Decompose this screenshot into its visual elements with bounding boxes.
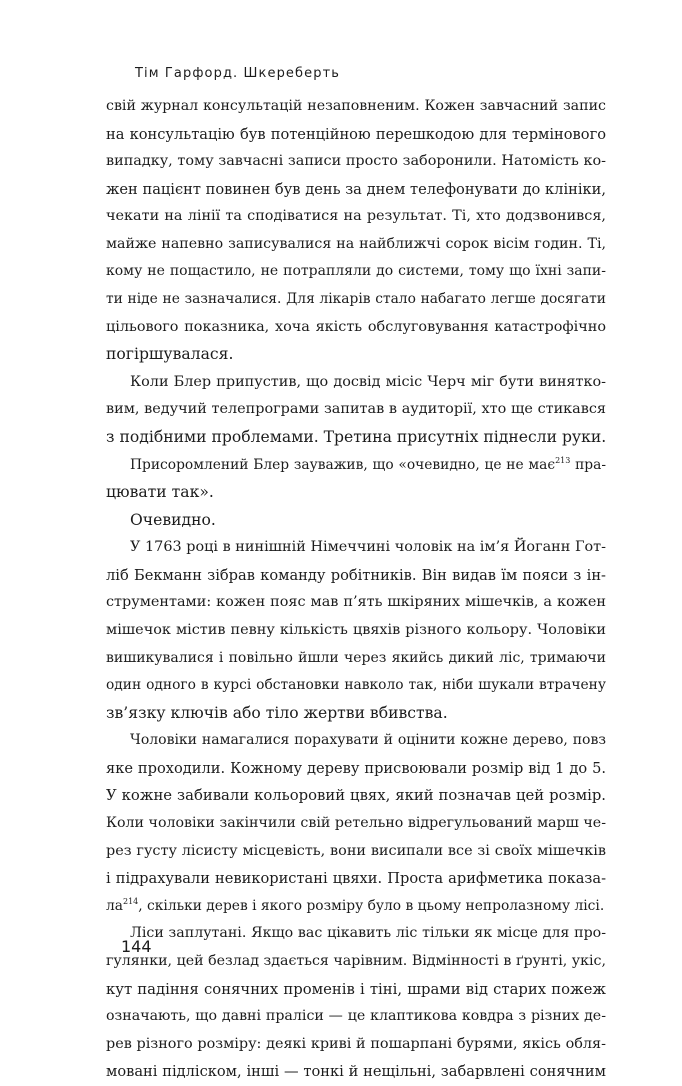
text-line: випадку, тому завчасні записи просто заборонили. Натомість ко-: [106, 153, 606, 170]
text-line: рез густу лісисту місцевість, вони висипали все зі своїх мішечків: [106, 842, 606, 859]
text-line: майже напевно записувалися на найближчі сорок вісім годин. Ті,: [106, 235, 606, 252]
text-line: Коли чоловіки закінчили свій ретельно відрегульований марш че-: [106, 815, 606, 832]
text-line: яке проходили. Кожному дереву присвоювали розмір від 1 до 5.: [106, 759, 606, 777]
text-line: Ліси заплутані. Якщо вас цікавить ліс тільки як місце для про-: [130, 925, 606, 942]
text-line: означають, що давні праліси — це клаптикова ковдра з різних де-: [106, 1008, 606, 1025]
text-line: мовані підліском, інші — тонкі й нещільні, забарвлені сонячним: [106, 1063, 606, 1081]
text-line: вишикувалися і повільно йшли через якийсь дикий ліс, тримаючи: [106, 649, 606, 666]
text-line-with-footnote: [106, 452, 606, 480]
text-line: з подібними проблемами. Третина присутніх піднесли руки.: [106, 427, 607, 446]
text-line: ліб Бекманн зібрав команду робітників. Він видав їм пояси з ін-: [106, 566, 606, 584]
text-segment: ла: [106, 897, 123, 914]
text-line: один одного в курсі обстановки навколо так, ніби шукали втрачену: [106, 677, 606, 694]
page-number: 144: [121, 937, 152, 956]
text-line: струментами: кожен пояс мав п’ять шкіряних мішечків, а кожен: [106, 594, 606, 611]
text-line: кому не пощастило, не потрапляли до системи, тому що їхні запи-: [106, 263, 606, 280]
running-header: Тім Гарфорд. Шкереберть: [135, 66, 341, 81]
text-line: Чоловіки намагалися порахувати й оцінити кожне дерево, повз: [130, 732, 606, 749]
text-line: мішечок містив певну кількість цвяхів різного кольору. Чоловіки: [106, 621, 606, 638]
text-line: свій журнал консультацій незаповненим. Кожен завчасний запис: [106, 98, 606, 114]
body-text: [106, 93, 606, 1086]
text-line: Коли Блер припустив, що досвід місіс Черч міг бути винятко-: [130, 373, 606, 390]
text-line-with-footnote: [106, 893, 606, 921]
text-line: чекати на лінії та сподіватися на результат. Ті, хто додзвонився,: [106, 208, 606, 225]
text-line: зв’язку ключів або тіло жертви вбивства.: [106, 703, 448, 722]
text-segment: , скільки дерев і якого розміру було в цьому непролазному лісі.: [138, 897, 605, 914]
text-line: жен пацієнт повинен був день за днем телефонувати до клініки,: [106, 180, 606, 198]
text-line: цювати так».: [106, 483, 214, 502]
text-line: погіршувалася.: [106, 345, 234, 364]
text-line: кут падіння сонячних променів і тіні, шрами від старих пожеж: [106, 980, 606, 998]
text-line: У 1763 році в нинішній Німеччині чоловік на ім’я Йоганн Гот-: [130, 539, 606, 556]
text-segment: пра-: [570, 456, 606, 473]
text-line: ти ніде не зазначалися. Для лікарів стало набагато легше досягати: [106, 291, 606, 308]
text-line: на консультацію був потенційною перешкодою для термінового: [106, 125, 606, 143]
text-line: рев різного розміру: деякі криві й пошарпані бурями, якісь обля-: [106, 1035, 606, 1052]
text-segment: Присоромлений Блер зауважив, що «очевидно, це не має: [130, 456, 556, 473]
text-line: цільового показника, хоча якість обслуговування катастрофічно: [106, 318, 606, 335]
text-line: гулянки, цей безлад здається чарівним. Відмінності в ґрунті, укіс,: [106, 952, 606, 969]
footnote-ref: 213: [555, 455, 571, 465]
footnote-ref: 214: [123, 896, 139, 906]
text-line: Очевидно.: [130, 510, 216, 529]
text-line: і підрахували невикористані цвяхи. Проста арифметика показа-: [106, 870, 606, 888]
text-line: У кожне забивали кольоровий цвях, який позначав цей розмір.: [106, 787, 606, 805]
text-line: вим, ведучий телепрограми запитав в аудиторії, хто ще стикався: [106, 401, 606, 418]
